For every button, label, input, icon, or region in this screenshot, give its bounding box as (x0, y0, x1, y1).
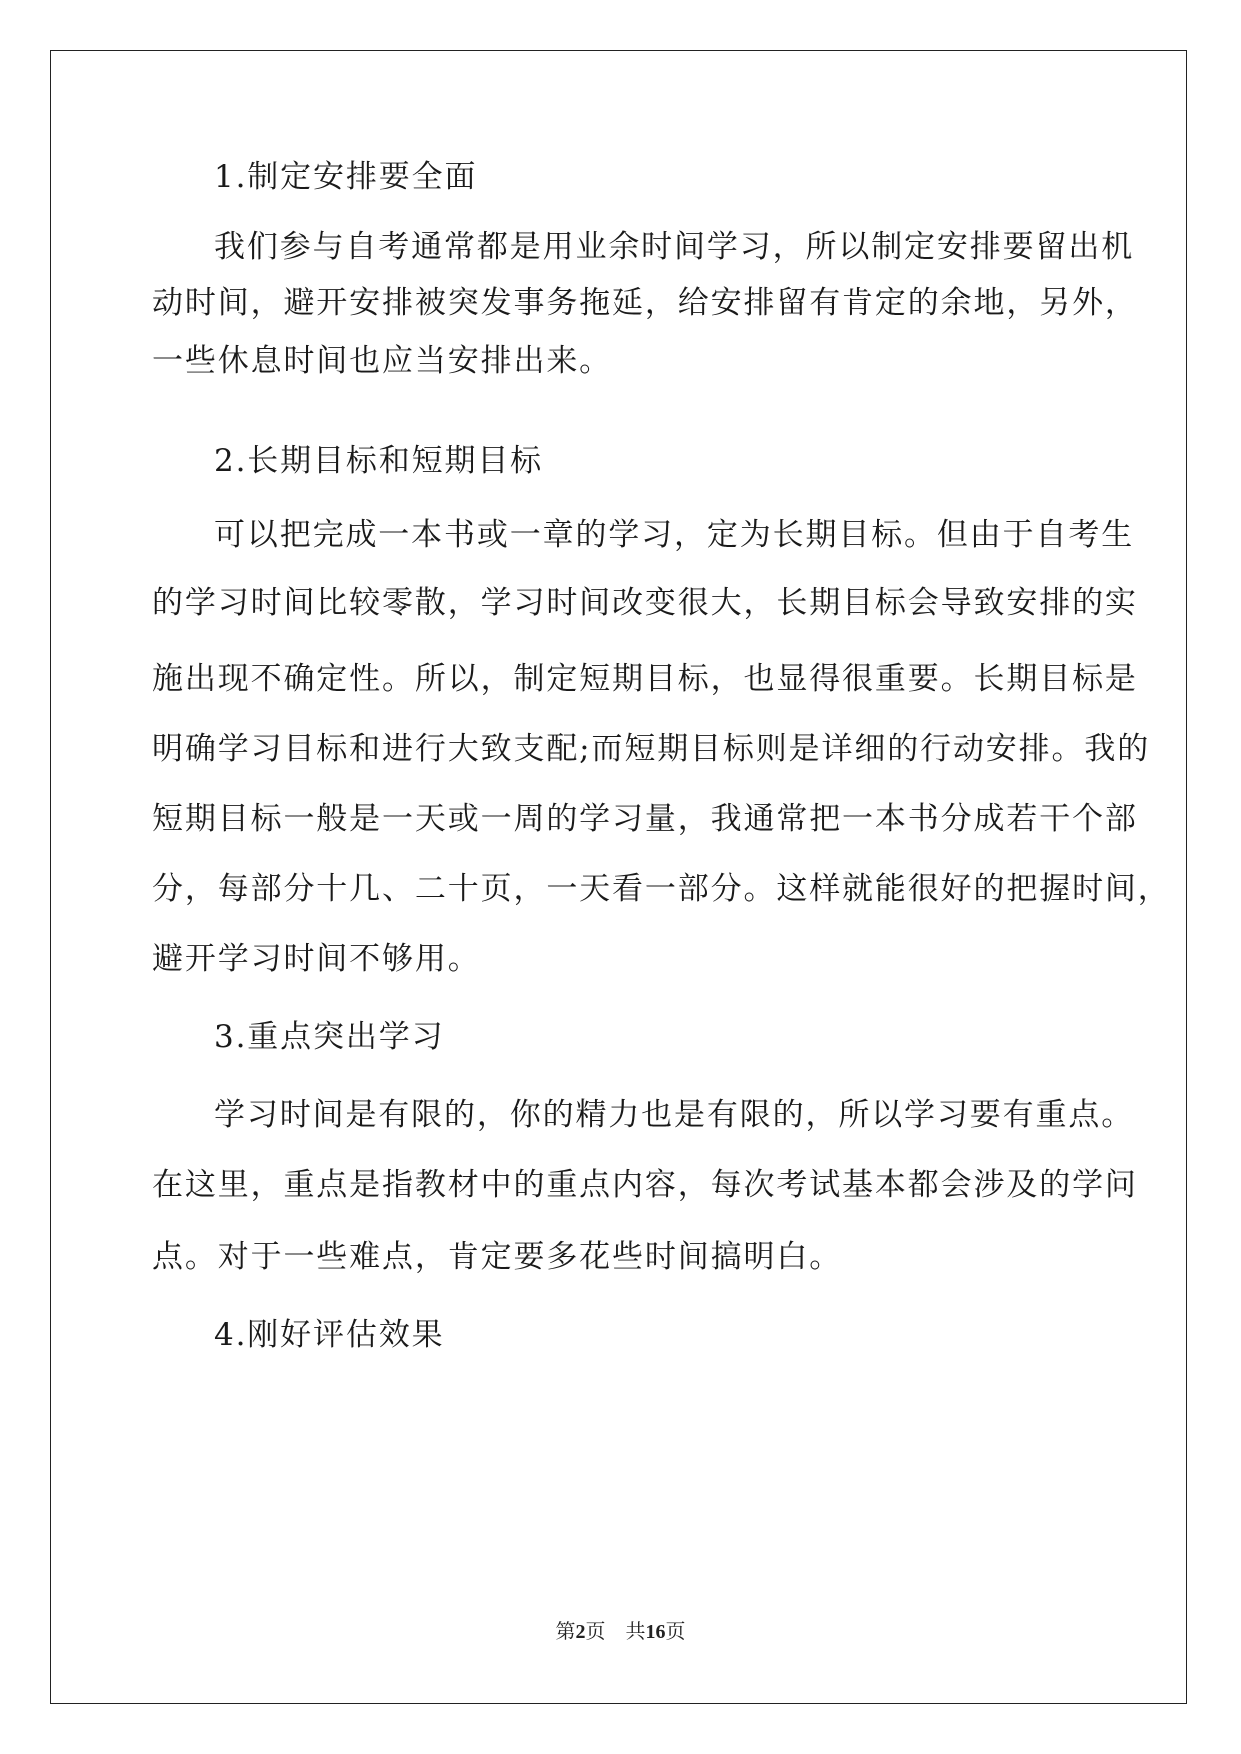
page-footer (0, 1615, 1241, 1644)
paragraph-line: 短期目标一般是一天或一周的学习量，我通常把一本书分成若干个部 (152, 801, 1138, 837)
paragraph-line: 一些休息时间也应当安排出来。 (152, 343, 613, 379)
paragraph-line: 在这里，重点是指教材中的重点内容，每次考试基本都会涉及的学问 (152, 1167, 1138, 1203)
paragraph-line: 分，每部分十几、二十页，一天看一部分。这样就能很好的把握时间， (152, 871, 1171, 907)
footer-total-prefix: 共 (625, 1621, 646, 1643)
section-heading: 1.制定安排要全面 (214, 159, 478, 195)
footer-page-suffix: 页 (585, 1621, 606, 1643)
footer-page-number: 2 (575, 1621, 586, 1643)
paragraph-line: 我们参与自考通常都是用业余时间学习，所以制定安排要留出机 (214, 229, 1135, 265)
footer-total-pages: 16 (645, 1621, 666, 1643)
section-heading: 3.重点突出学习 (214, 1019, 445, 1055)
paragraph-line: 学习时间是有限的，你的精力也是有限的，所以学习要有重点。 (214, 1097, 1135, 1133)
paragraph-line: 施出现不确定性。所以，制定短期目标，也显得很重要。长期目标是 (152, 661, 1138, 697)
paragraph-line: 的学习时间比较零散，学习时间改变很大，长期目标会导致安排的实 (152, 585, 1138, 621)
footer-page-prefix: 第 (555, 1621, 576, 1643)
paragraph-line: 明确学习目标和进行大致支配;而短期目标则是详细的行动安排。我的 (152, 731, 1151, 767)
section-heading: 2.长期目标和短期目标 (214, 443, 544, 479)
paragraph-line: 可以把完成一本书或一章的学习，定为长期目标。但由于自考生 (214, 517, 1135, 553)
paragraph-line: 点。对于一些难点，肯定要多花些时间搞明白。 (152, 1239, 843, 1275)
section-heading: 4.刚好评估效果 (214, 1317, 445, 1353)
footer-total-suffix: 页 (665, 1621, 686, 1643)
paragraph-line: 避开学习时间不够用。 (152, 941, 481, 977)
paragraph-line: 动时间，避开安排被突发事务拖延，给安排留有肯定的余地，另外， (152, 285, 1138, 321)
